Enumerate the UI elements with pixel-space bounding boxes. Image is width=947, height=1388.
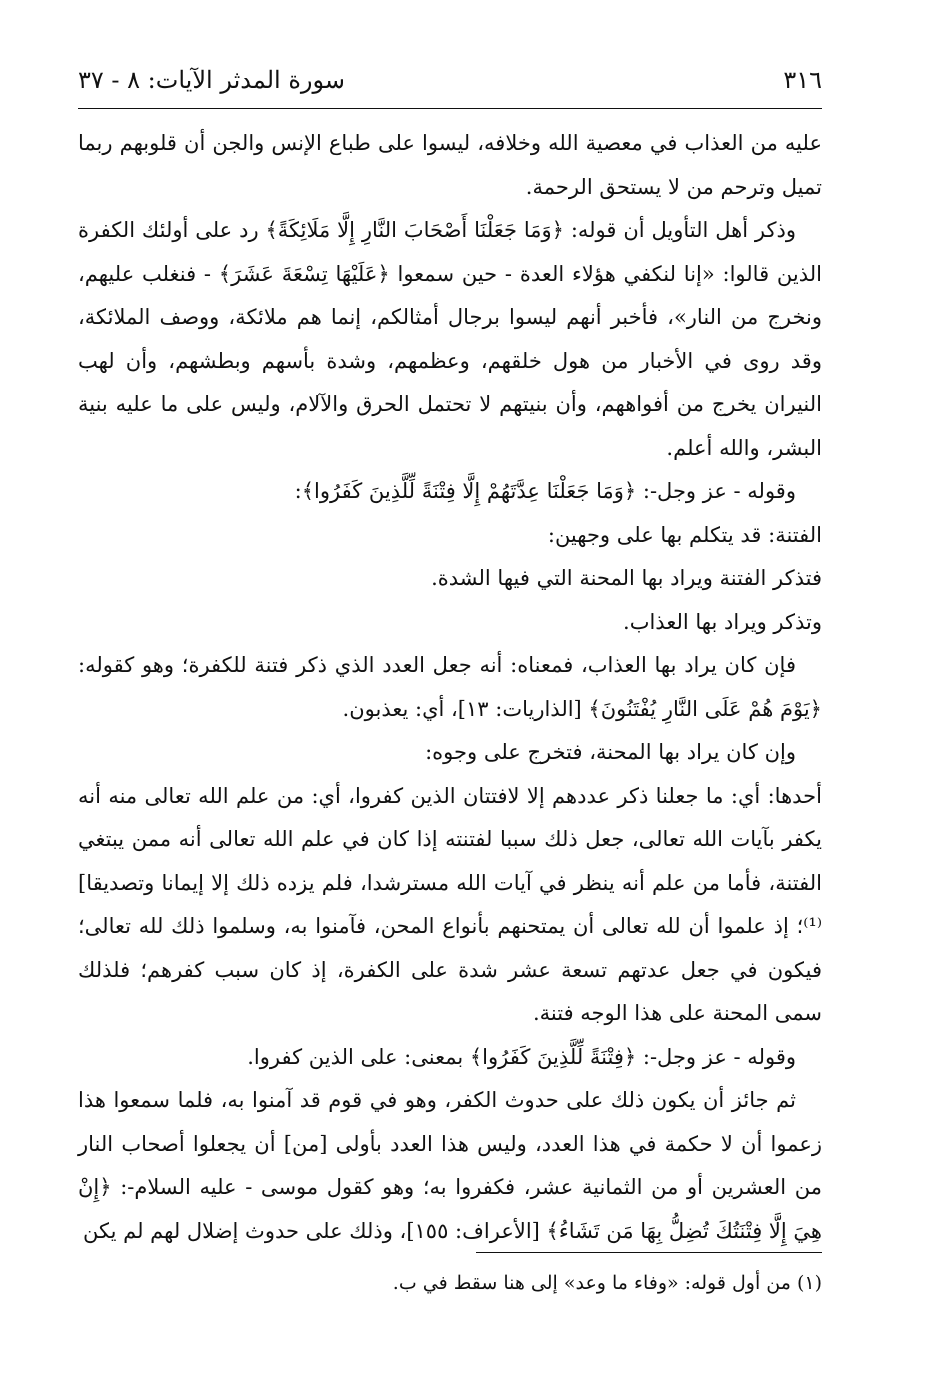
paragraph: عليه من العذاب في معصية الله وخلافه، ليسوا على طباع الإنس والجن أن قلوبهم ربما تميل وترحم من لا يستحق الرحمة. xyxy=(78,131,822,199)
paragraph: وقوله - عز وجل-: ﴿فِتْنَةً لِّلَّذِينَ كَفَرُوا﴾ بمعنى: على الذين كفروا. xyxy=(247,1044,796,1069)
paragraph: الفتنة: قد يتكلم بها على وجهين: xyxy=(547,522,822,547)
paragraph: فإن كان يراد بها العذاب، فمعناه: أنه جعل العدد الذي ذكر فتنة للكفرة؛ وهو كقوله: ﴿يَوْمَ هُمْ عَلَى النَّارِ يُفْتَنُونَ﴾ [الذاريات: ١٣]، أي: يعذبون. xyxy=(78,653,822,721)
footnote: (١) من أول قوله: «وفاء ما وعد» إلى هنا سقط في ب. xyxy=(392,1272,822,1294)
paragraph: ثم جائز أن يكون ذلك على حدوث الكفر، وهو في قوم قد آمنوا به، فلما سمعوا هذا زعموا أن لا حكمة في هذا العدد، وليس هذا العدد بأولى [من] أن يجعلوا أصحاب النار من العشرين أو من الثمانية عشر، فكفروا به؛ وهو كقول موسى - عليه السلام-: ﴿إِنْ هِيَ إِلَّا فِتْنَتُكَ تُضِلُّ بِهَا مَن تَشَاءُ﴾ [الأعراف: ١٥٥]، وذلك على حدوث إضلال لهم لم يكن xyxy=(78,1088,822,1243)
header-divider xyxy=(78,108,822,109)
paragraph: وتذكر ويراد بها العذاب. xyxy=(623,609,822,634)
paragraph: فتذكر الفتنة ويراد بها المحنة التي فيها الشدة. xyxy=(431,566,822,590)
paragraph: وقوله - عز وجل-: ﴿وَمَا جَعَلْنَا عِدَّتَهُمْ إِلَّا فِتْنَةً لِّلَّذِينَ كَفَرُوا﴾: xyxy=(294,479,796,503)
paragraph: أحدها: أي: ما جعلنا ذكر عددهم إلا لافتتان الذين كفروا، أي: من علم الله تعالى منه أنه يكفر بآيات الله تعالى، جعل ذلك سببا لفتنته إذا كان في علم الله تعالى أنه ممن يبتغي الفتنة، فأما من علم أنه ينظر في آيات الله مسترشدا، فلم يزده ذلك إلا إيمانا وتصديقا]⁽¹⁾؛ إذ علموا أن لله تعالى أن يمتحنهم بأنواع المحن، فآمنوا به، وسلموا ذلك لله تعالى؛ فيكون في جعل عدتهم تسعة عشر شدة على الكفرة، إذ كان سبب كفرهم؛ فلذلك سمى المحنة على هذا الوجه فتنة. xyxy=(78,783,822,1025)
page-header xyxy=(78,60,822,100)
footnote-divider xyxy=(476,1252,822,1253)
paragraph: وإن كان يراد بها المحنة، فتخرج على وجوه: xyxy=(425,740,796,764)
paragraph: وذكر أهل التأويل أن قوله: ﴿وَمَا جَعَلْنَا أَصْحَابَ النَّارِ إِلَّا مَلَائِكَةً﴾ رد على أولئك الكفرة الذين قالوا: «إنا لنكفي هؤلاء العدة - حين سمعوا ﴿عَلَيْهَا تِسْعَةَ عَشَرَ﴾ - فنغلب عليهم، ونخرج من النار»، فأخبر أنهم ليسوا برجال أمثالكم، إنما هم ملائكة، ووصف الملائكة، وقد روى في الأخبار من هول خلقهم، وعظمهم، وشدة بأسهم وبطشهم، وأن لهب النيران يخرج من أفواههم، وأن بنيتهم لا تحتمل الحرق والآلام، وليس على ما عليه بنية البشر، والله أعلم. xyxy=(78,218,822,460)
page-number: ٣١٦ xyxy=(783,66,822,94)
surah-title: سورة المدثر الآيات: ٨ - ٣٧ xyxy=(78,66,346,94)
main-text xyxy=(78,122,822,1253)
